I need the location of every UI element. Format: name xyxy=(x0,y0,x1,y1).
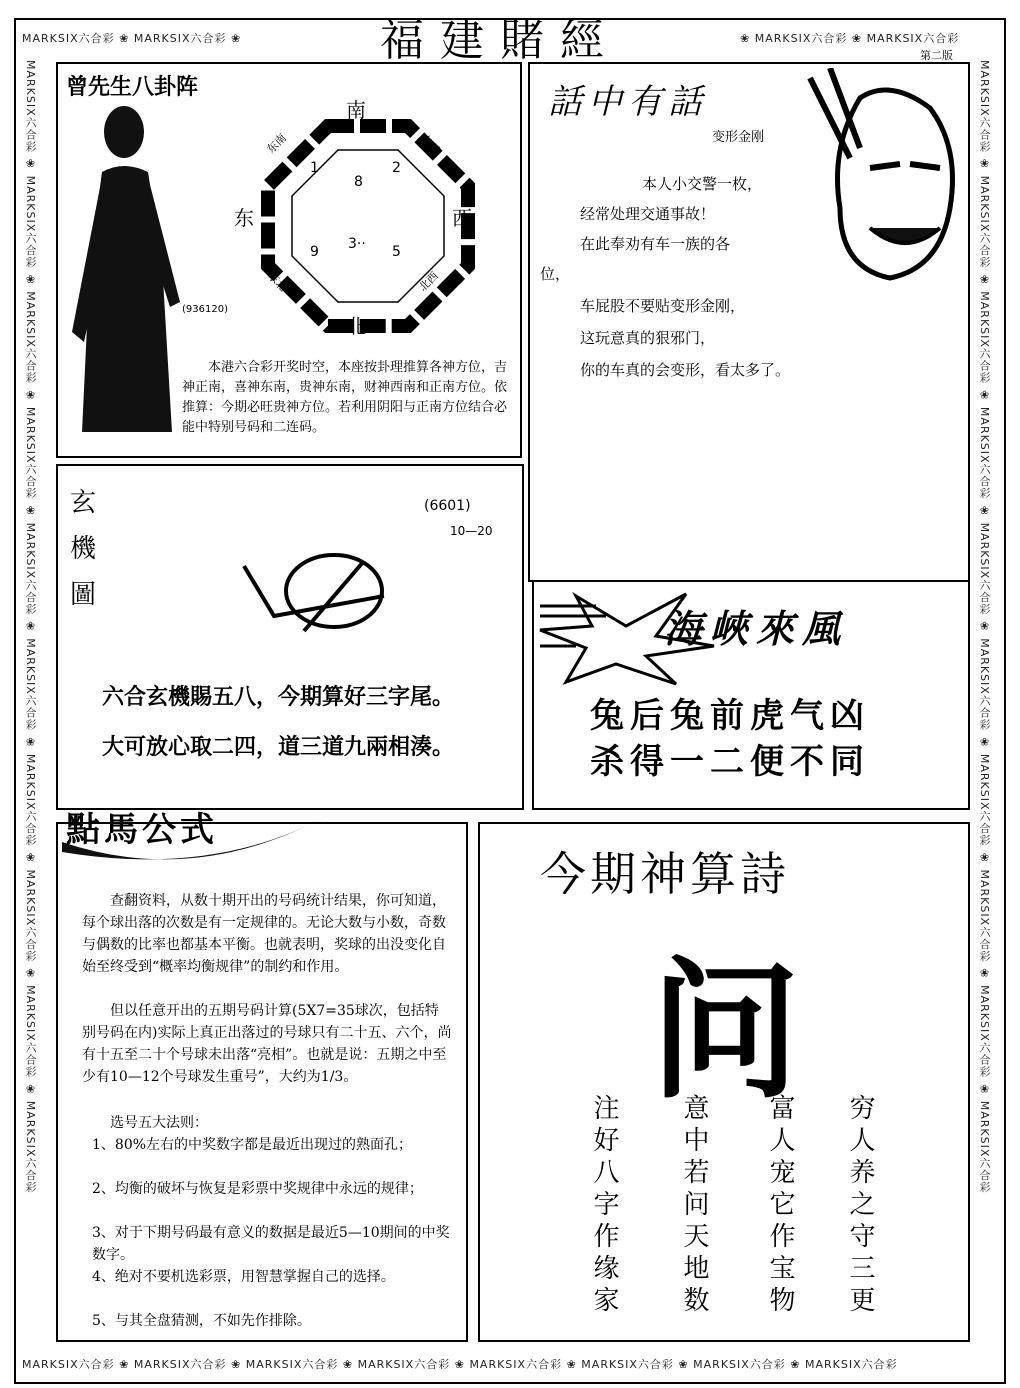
bagua-num-9: 9 xyxy=(310,244,319,260)
xuanji-title-3: 圖 xyxy=(70,580,97,610)
shensuan-title: 今期神算詩 xyxy=(540,847,790,901)
bagua-num-8: 8 xyxy=(354,174,363,190)
tema-rule-1: 1、80%左右的中奖数字都是最近出现过的熟面孔； xyxy=(92,1137,413,1153)
tema-para-2: 但以任意开出的五期号码计算(5X7=35球次，包括特别号码在内)实际上真正出落过的号球只有二十五、六个，尚有十五至二十个号球未出落“亮相”。也就是说：五期之中至少有10—12个号球发生重号”，大约为1/3。 xyxy=(82,1003,452,1085)
watermark-strip-top-left: MARKSIX六合彩 ❀ MARKSIX六合彩 ❀ xyxy=(22,32,242,45)
bagua-panel xyxy=(56,62,522,458)
dir-west: 西 xyxy=(452,206,472,230)
dir-southeast: 东南 xyxy=(264,131,290,157)
tema-para-1: 查翻资料，从数十期开出的号码统计结果，你可知道，每个球出落的次数是有一定规律的。无论大数与小数，奇数与偶数的比率也都基本平衡。也就表明，奖球的出没变化自始至终受到“概率均衡规律”的制约和作用。 xyxy=(82,893,446,975)
huazhong-line-3: 在此奉劝有车一族的各 xyxy=(580,235,731,253)
watermark-strip-bottom: MARKSIX六合彩 ❀ MARKSIX六合彩 ❀ MARKSIX六合彩 ❀ MARKSIX六合彩 ❀ MARKSIX六合彩 ❀ MARKSIX六合彩 ❀ MARKSIX六合彩 ❀ MARKSIX六合彩 xyxy=(22,1358,898,1371)
dir-east: 东 xyxy=(234,206,254,230)
dir-northwest: 北西 xyxy=(416,269,442,295)
huazhong-line-7: 你的车真的会变形，看太多了。 xyxy=(580,361,791,379)
watermark-strip-top-right: ❀ MARKSIX六合彩 ❀ MARKSIX六合彩 xyxy=(740,32,960,45)
shensuan-big-char: 问 xyxy=(650,943,801,1119)
poem-column-3: 富人宠它作宝物 xyxy=(765,1094,795,1318)
dir-northeast: 东北 xyxy=(264,269,290,295)
huazhong-line-6: 这玩意真的狠邪门， xyxy=(580,329,716,347)
huazhong-line-1: 本人小交警一枚， xyxy=(642,175,763,193)
tema-rule-5: 5、与其全盘猜测，不如先作排除。 xyxy=(92,1313,311,1329)
haixia-line-1: 兔后兔前虎气凶 xyxy=(590,696,870,736)
dir-north: 北 xyxy=(346,314,366,338)
xuanji-drawing xyxy=(234,546,394,646)
xuanji-line-1: 六合玄機賜五八，今期算好三字尾。 xyxy=(102,685,455,710)
huazhong-line-4: 位， xyxy=(540,265,571,283)
bagua-text: 本港六合彩开奖时空，本座按卦理推算各神方位，吉神正南，喜神东南，贵神东南，财神西南和正南方位。依推算：今期必旺贵神方位。若利用阴阳与正南方位结合必能中特别号码和二连码。 xyxy=(182,360,508,435)
xuanji-range: 10—20 xyxy=(450,524,493,538)
huazhong-line-2: 经常处理交通事故！ xyxy=(580,205,716,223)
huazhong-line-5: 车屁股不要贴变形金刚， xyxy=(580,297,746,315)
xuanji-title-1: 玄 xyxy=(70,488,97,518)
cartoon-face xyxy=(800,68,970,298)
bagua-title: 曾先生八卦阵 xyxy=(66,75,199,100)
tema-title: 點馬公式 xyxy=(66,810,218,850)
bagua-num-5: 5 xyxy=(392,244,401,260)
tema-rules-title: 选号五大法则： xyxy=(110,1115,208,1131)
shensuan-panel xyxy=(478,822,970,1342)
bagua-octagon xyxy=(258,116,478,336)
tema-rule-2: 2、均衡的破坏与恢复是彩票中奖规律中永远的规律； xyxy=(92,1181,423,1197)
dir-south: 南 xyxy=(346,98,366,122)
watermark-strip-right: MARKSIX六合彩 ❀ MARKSIX六合彩 ❀ MARKSIX六合彩 ❀ MARKSIX六合彩 ❀ MARKSIX六合彩 ❀ MARKSIX六合彩 ❀ MARKSIX六合彩 ❀ MARKSIX六合彩 ❀ MARKSIX六合彩 ❀ MARKSIX六合彩 xyxy=(978,60,991,1194)
poem-column-1: 注好八字作缘家 xyxy=(589,1094,619,1318)
huazhong-title: 話中有話 xyxy=(548,82,708,122)
tema-rule-4: 4、绝对不要机选彩票，用智慧掌握自己的选择。 xyxy=(92,1269,395,1285)
haixia-panel xyxy=(532,580,970,810)
haixia-title: 海峽來風 xyxy=(664,607,849,651)
bagua-num-1: 1 xyxy=(310,160,319,176)
bagua-code: (936120) xyxy=(182,304,228,315)
xuanji-title-2: 機 xyxy=(70,534,97,564)
dir-southwest: 南西 xyxy=(416,131,442,157)
edition-label: 第二版 xyxy=(920,49,953,62)
page-title: 福建賭經 xyxy=(380,15,620,66)
xuanji-code: (6601) xyxy=(424,498,471,514)
bagua-num-3: 3·· xyxy=(348,236,366,252)
poem-column-4: 穷人养之守三更 xyxy=(845,1094,875,1318)
xuanji-panel xyxy=(56,464,524,810)
poem-column-2: 意中若问天地数 xyxy=(679,1094,709,1318)
tema-panel xyxy=(56,810,468,1342)
watermark-strip-left: MARKSIX六合彩 ❀ MARKSIX六合彩 ❀ MARKSIX六合彩 ❀ MARKSIX六合彩 ❀ MARKSIX六合彩 ❀ MARKSIX六合彩 ❀ MARKSIX六合彩 ❀ MARKSIX六合彩 ❀ MARKSIX六合彩 ❀ MARKSIX六合彩 xyxy=(24,60,37,1194)
tema-rule-3: 3、对于下期号码最有意义的数据是最近5—10期间的中奖数字。 xyxy=(92,1225,450,1263)
huazhong-subtitle: 变形金刚 xyxy=(712,130,765,145)
haixia-line-2: 杀得一二便不同 xyxy=(590,742,870,782)
huazhong-panel xyxy=(528,62,970,582)
xuanji-line-2: 大可放心取二四，道三道九兩相湊。 xyxy=(102,735,455,760)
bagua-num-2: 2 xyxy=(392,160,401,176)
man-figure xyxy=(62,102,192,452)
